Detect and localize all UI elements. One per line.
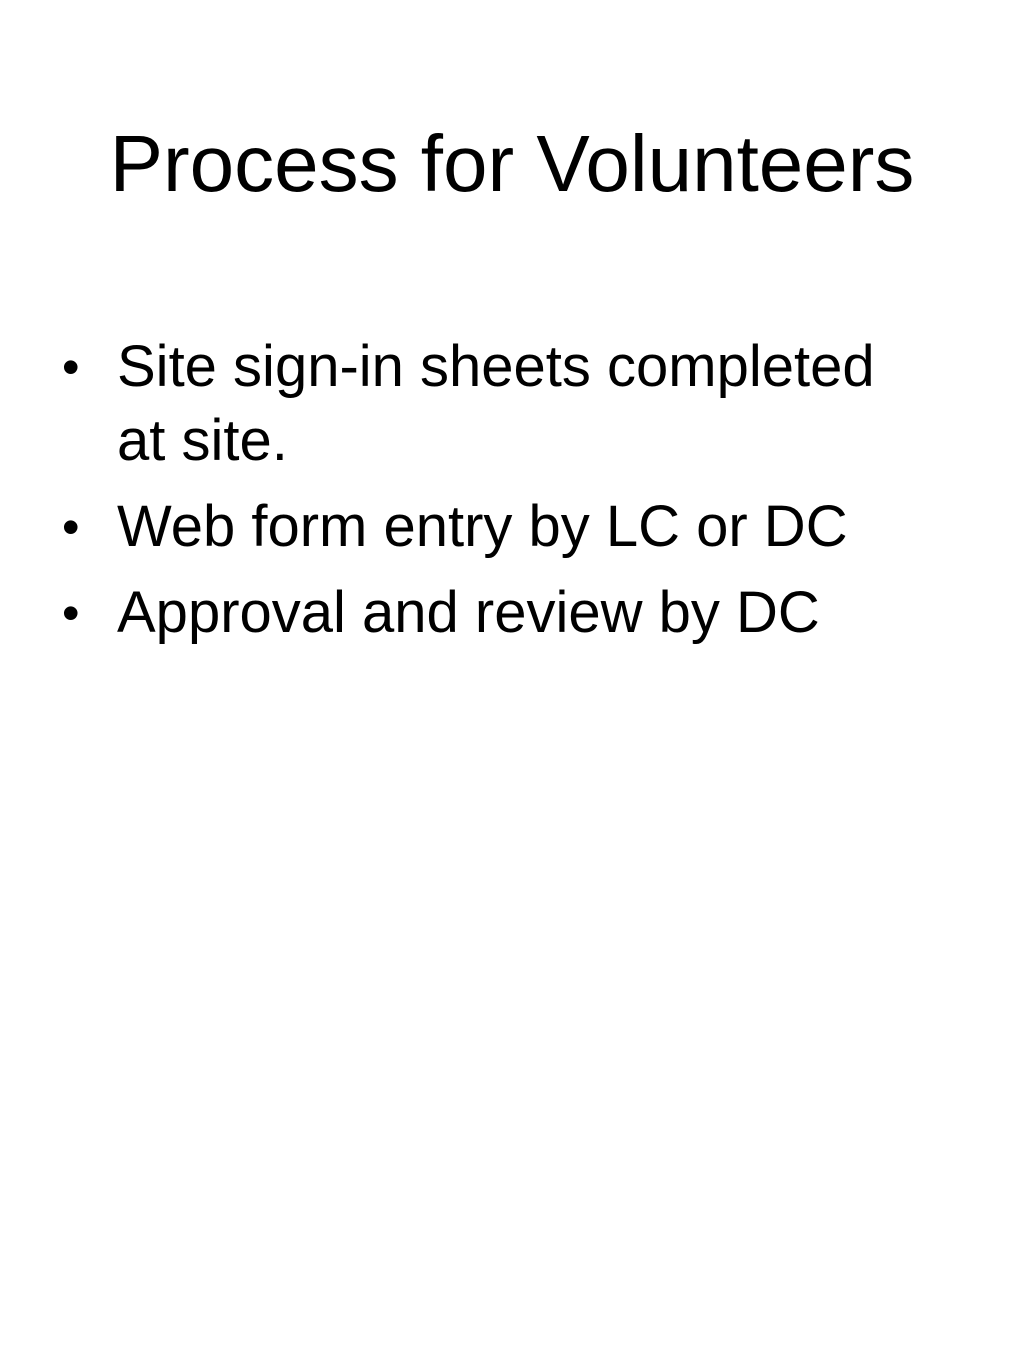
bullet-icon: • (62, 585, 80, 641)
list-item (62, 576, 962, 650)
bullet-text: Approval and review by DC (117, 580, 820, 645)
slide-title: Process for Volunteers (109, 119, 915, 208)
list-item (62, 330, 962, 478)
bullet-text: Web form entry by LC or DC (117, 494, 848, 559)
bullet-icon: • (62, 339, 80, 395)
bullet-list (62, 330, 962, 662)
bullet-icon: • (62, 499, 80, 555)
bullet-text: Site sign-in sheets completed at site. (117, 334, 875, 473)
list-item (62, 490, 962, 564)
